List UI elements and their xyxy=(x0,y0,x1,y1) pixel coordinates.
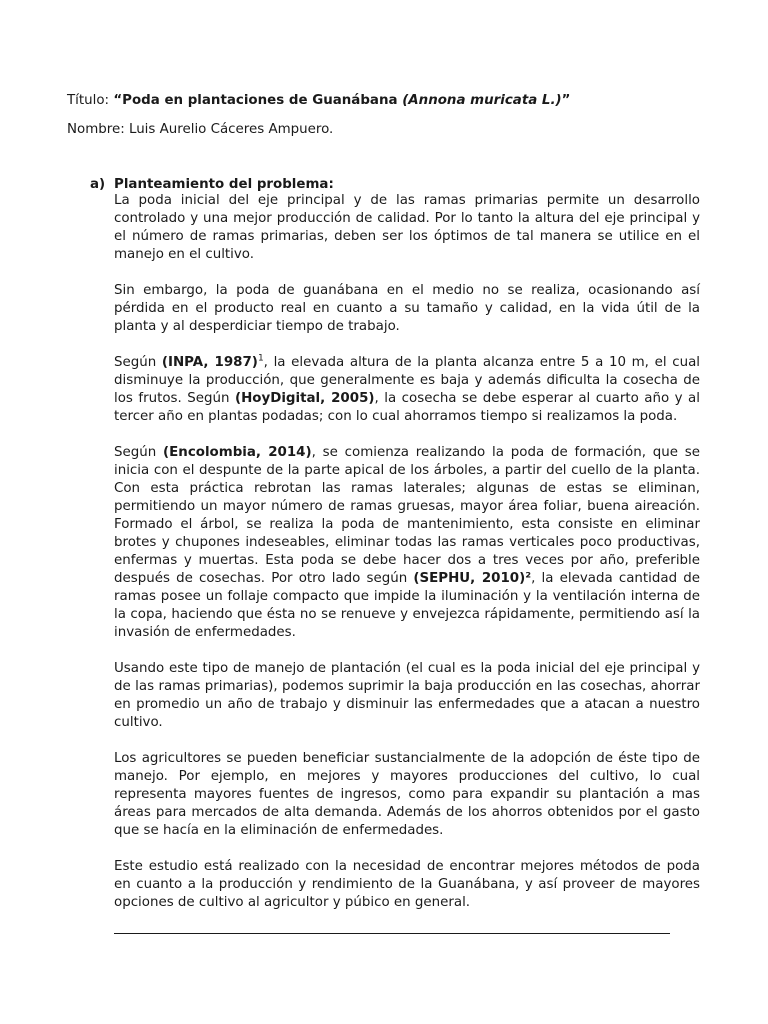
paragraph-4 xyxy=(114,444,700,643)
paragraph-4-text-3: , la elevada cantidad de ramas posee un follaje compacto que impide la iluminación y la ventilación interna de la copa, haciendo que ésta no se renueve y envejezca rápidamente, permitiendo así la invasión de enfermedades. xyxy=(114,571,700,641)
citation-sephu: (SEPHU, 2010)² xyxy=(413,571,532,587)
section-a xyxy=(90,177,700,930)
paragraph-7: Este estudio está realizado con la necesidad de encontrar mejores métodos de poda en cuanto a la producción y rendimiento de la Guanábana, y así proveer de mayores opciones de cultivo al agricultor y púbico en general. xyxy=(114,858,700,911)
footnote-separator-line xyxy=(114,933,670,934)
section-body xyxy=(114,192,700,912)
paragraph-6: Los agricultores se pueden beneficiar sustancialmente de la adopción de éste tipo de manejo. Por ejemplo, en mejores y mayores producciones del cultivo, lo cual representa mayores fuentes de ingresos, como para expandir su plantación a mas áreas para mercados de alta demanda. Además de los ahorros obtenidos por el gasto que se hacía en la eliminación de enfermedades. xyxy=(114,750,700,839)
title-main: Poda en plantaciones de Guanábana xyxy=(122,93,403,108)
author-name: Nombre: Luis Aurelio Cáceres Ampuero. xyxy=(67,122,334,137)
paragraph-3-text-1: Según xyxy=(114,354,162,370)
citation-hoydigital: (HoyDigital, 2005) xyxy=(234,390,375,406)
title-scientific-name: (Annona muricata L.) xyxy=(402,93,562,108)
paragraph-1: La poda inicial del eje principal y de las ramas primarias permite un desarrollo controlado y una mejor producción de calidad. Por lo tanto la altura del eje principal y el número de ramas primarias, deben ser los óptimos de tal manera se utilice en el manejo en el cultivo. xyxy=(114,193,700,263)
paragraph-4-text-2: , se comienza realizando la poda de formación, que se inicia con el despunte de la parte apical de los árboles, a partir del cuello de la planta. Con esta práctica rebrotan las ramas laterales; algunas de estas se eliminan, permitiendo un mayor número de ramas gruesas, mayor área foliar, buena aireación. Formado el árbol, se realiza la poda de mantenimiento, esta consiste en eliminar brotes y chupones indeseables, eliminar todas las ramas verticales poco productivas, enfermas y muertas. Esta poda se debe hacer dos a tres veces por año, preferible después de cosechas. Por otro lado según xyxy=(114,444,701,587)
section-title: Planteamiento del problema: xyxy=(114,177,334,192)
paragraph-3 xyxy=(114,354,700,426)
title-label: Título: xyxy=(67,93,114,108)
paragraph-5: Usando este tipo de manejo de plantación (el cual es la poda inicial del eje principal y de las ramas primarias), podemos suprimir la baja producción en las cosechas, ahorrar en promedio un año de trabajo y disminuir las enfermedades que a atacan a nuestro cultivo. xyxy=(114,661,700,731)
citation-inpa: (INPA, 1987) xyxy=(161,354,258,370)
title-open-quote: “ xyxy=(113,93,123,108)
paragraph-4-text-1: Según xyxy=(114,444,164,460)
title-close-quote: ” xyxy=(561,93,571,108)
paragraph-2: Sin embargo, la poda de guanábana en el medio no se realiza, ocasionando así pérdida en el producto real en cuanto a su tamaño y calidad, en la vida útil de la planta y al desperdiciar tiempo de trabajo. xyxy=(114,282,700,335)
footnote-marker-1: 1 xyxy=(257,353,264,364)
section-heading xyxy=(90,177,700,192)
citation-encolombia: (Encolombia, 2014) xyxy=(163,444,312,460)
document-title xyxy=(67,93,570,108)
section-letter: a) xyxy=(90,177,106,192)
paragraph-3-text-3: , la cosecha se debe esperar al cuarto año y al tercer año en plantas podadas; con lo cual ahorramos tiempo si realizamos la poda. xyxy=(114,390,700,424)
paragraph-3-text-2: , la elevada altura de la planta alcanza entre 5 a 10 m, el cual disminuye la producción, que generalmente es baja y además dificulta la cosecha de los frutos. Según xyxy=(114,354,700,406)
